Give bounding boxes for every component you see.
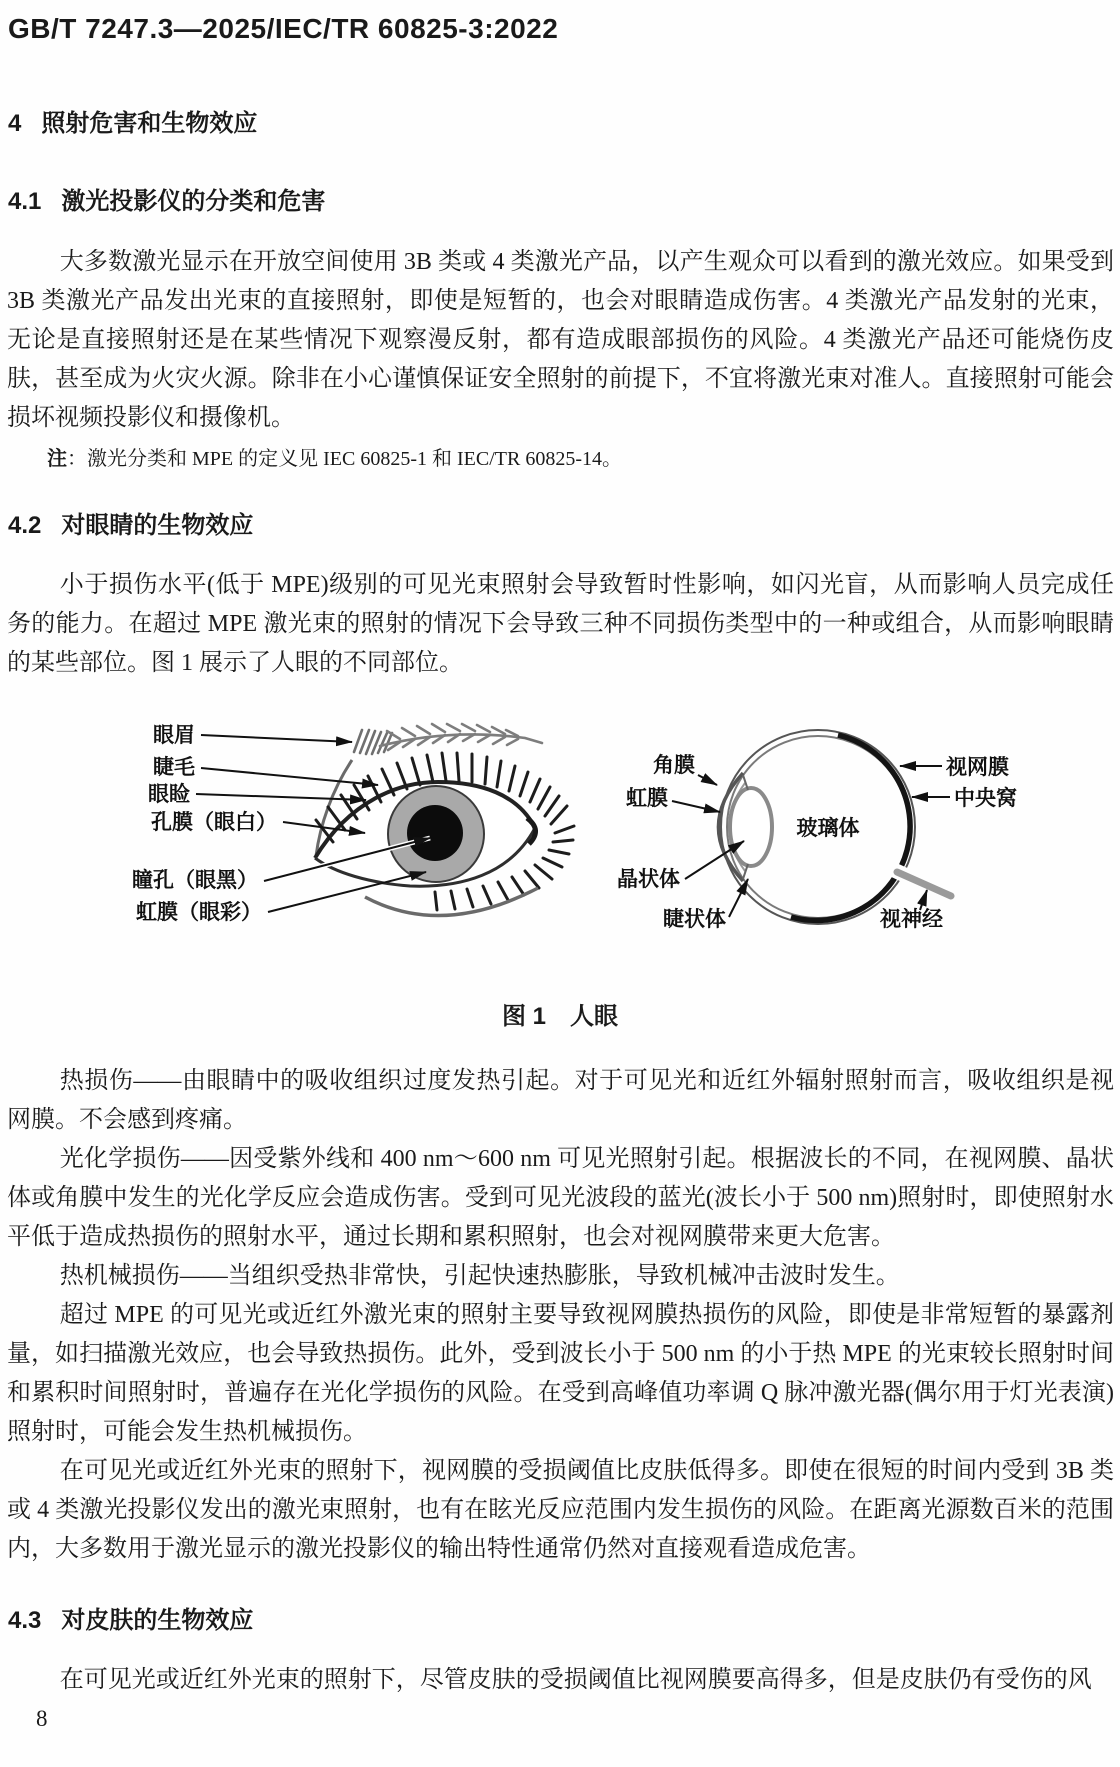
label-retina: 视网膜 [946,756,1009,779]
section-4-1-title: 激光投影仪的分类和危害 [61,188,326,215]
paragraph-skin-effects: 在可见光或近红外光束的照射下，尽管皮肤的受损阈值比视网膜要高得多，但是皮肤仍有受伤的风 [59,1667,1092,1693]
label-cornea: 角膜 [653,754,695,777]
cross-section-labels [617,753,1017,931]
label-fovea: 中央窝 [954,787,1017,810]
paragraph-classification-hazards: 大多数激光显示在开放空间使用 3B 类或 4 类激光产品，以产生观众可以看到的激光效应。如果受到 3B 类激光产品发出光束的直接照射，即使是短暂的，也会对眼睛造成伤害。4 类激光产品发射的光束，无论是直接照射还是在某些情况下观察漫反射，都有造成眼部损伤的风险。4 类激光产品还可能烧伤皮肤，甚至成为火灾火源。除非在小心谨慎保证安全照射的前提下，不宜将激光束对准人。直接照射可能会损坏视频投影仪和摄像机。 [7,249,1114,431]
label-lens: 晶状体 [617,868,680,891]
section-4-number: 4 [8,110,22,137]
section-4-2-heading [8,512,1120,540]
eye-cross-section-diagram [617,730,1017,931]
arrow-optic-nerve [920,890,927,910]
note-label: 注 [47,448,67,470]
label-eyelashes: 睫毛 [153,756,195,779]
paragraph-retina-vs-skin: 在可见光或近红外光束的照射下，视网膜的受损阈值比皮肤低得多。即使在很短的时间内受到 3B 类或 4 类激光投影仪发出的激光束照射，也有在眩光反应范围内发生损伤的风险。在距离光源数百米的范围内，大多数用于激光显示的激光投影仪的输出特性通常仍然对直接观看造成危害。 [7,1458,1114,1562]
note-text: ：激光分类和 MPE 的定义见 IEC 60825-1 和 IEC/TR 60825-14。 [67,448,622,470]
label-iris-section: 虹膜 [626,787,668,810]
arrow-iris-front [268,872,426,912]
note-paragraph [47,446,1114,472]
section-4-3-title: 对皮肤的生物效应 [61,1607,254,1634]
figure-caption-number: 图 1 [501,1003,546,1030]
paragraph-exceed-mpe: 超过 MPE 的可见光或近红外激光束的照射主要导致视网膜热损伤的风险，即使是非常短暂的暴露剂量，如扫描激光效应，也会导致热损伤。此外，受到波长小于 500 nm 的小于热 MPE 的光束较长照射时间和累积时间照射时，普遍存在光化学损伤的风险。在受到高峰值功率调 Q 脉冲激光器(偶尔用于灯光表演)照射时，可能会发生热机械损伤。 [7,1302,1114,1445]
arrow-cornea [698,775,717,785]
arrow-iris-section [672,801,720,812]
eye-front-view-diagram [132,724,574,924]
lens-shape [730,788,772,866]
section-4-heading [8,110,1120,138]
section-4-2-number: 4.2 [8,512,42,539]
eyebrow-drawing [354,724,542,754]
pupil-disc [407,805,463,861]
label-iris-front: 虹膜（眼彩） [136,901,262,924]
figure-1-drawing [80,690,1020,970]
section-4-2-title: 对眼睛的生物效应 [61,512,254,539]
section-4-3-number: 4.3 [8,1607,42,1634]
paragraph-photochemical-injury: 光化学损伤——因受紫外线和 400 nm～600 nm 可见光照射引起。根据波长的不同，在视网膜、晶状体或角膜中发生的光化学反应会造成伤害。受到可见光波段的蓝光(波长小于 500 nm)照射时，即使照射水平低于造成热损伤的照射水平，通过长期和累积照射，也会对视网膜带来更大危害。 [7,1146,1114,1250]
label-sclera: 孔膜（眼白） [151,811,277,834]
label-ciliary-body: 睫状体 [663,908,726,931]
paragraph-thermomechanical-injury: 热机械损伤——当组织受热非常快，引起快速热膨胀，导致机械冲击波时发生。 [59,1263,900,1289]
paragraph-thermal-injury: 热损伤——由眼睛中的吸收组织过度发热引起。对于可见光和近红外辐射照射而言，吸收组织是视网膜。不会感到疼痛。 [7,1068,1114,1133]
outer-corner-eyelashes [535,826,574,879]
label-vitreous: 玻璃体 [796,817,860,840]
optic-nerve-line [897,872,951,896]
label-eyebrow: 眼眉 [153,724,195,747]
figure-1-human-eye [80,690,1020,970]
paragraph-eye-effects-intro: 小于损伤水平(低于 MPE)级别的可见光束照射会导致暂时性影响，如闪光盲，从而影响人员完成任务的能力。在超过 MPE 激光束的照射的情况下会导致三种不同损伤类型中的一种或组合，从而影响眼睛的某些部位。图 1 展示了人眼的不同部位。 [7,572,1114,676]
section-4-1-heading [8,188,1120,216]
arrow-eyebrow [201,735,352,742]
arrow-ciliary-body [729,879,748,917]
label-eyelid: 眼睑 [148,783,190,806]
section-4-title: 照射危害和生物效应 [41,110,258,137]
page-number: 8 [36,1706,48,1731]
label-optic-nerve: 视神经 [880,908,943,931]
arrow-eyelashes [201,768,378,785]
section-4-1-number: 4.1 [8,188,42,215]
figure-caption [0,1003,1120,1031]
figure-caption-title: 人眼 [570,1003,618,1030]
section-4-3-heading [8,1607,1120,1635]
label-pupil: 瞳孔（眼黑） [132,869,258,892]
standard-code-header: GB/T 7247.3—2025/IEC/TR 60825-3:2022 [8,13,559,44]
